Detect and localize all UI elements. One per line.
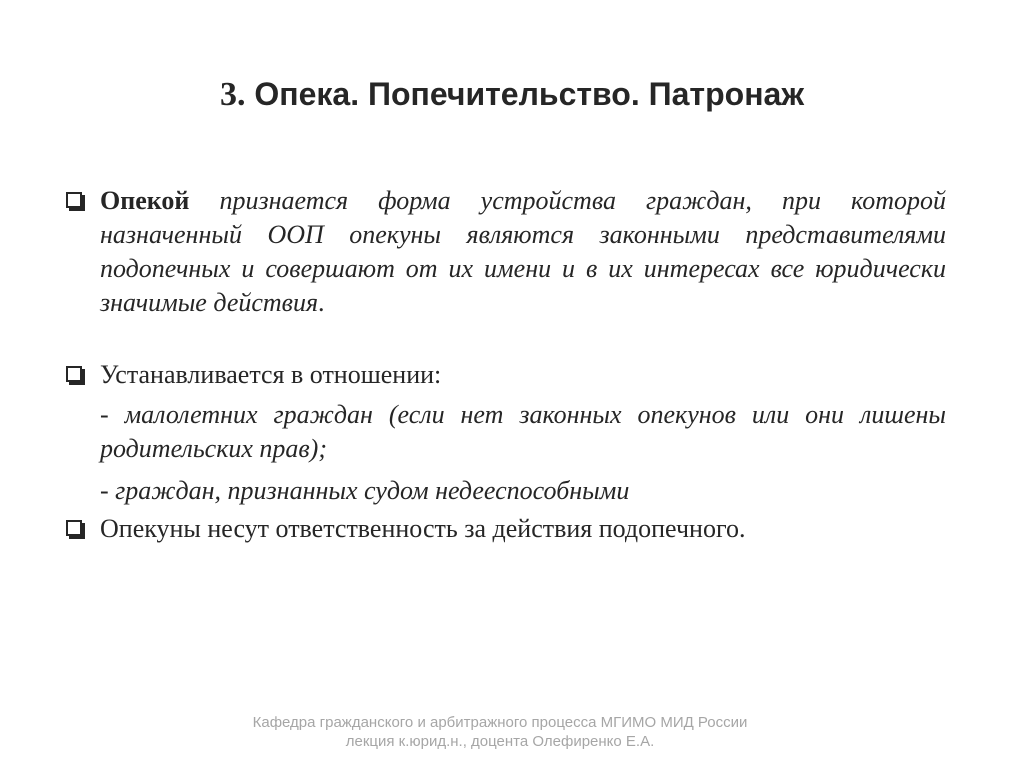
bullet-established-text: Устанавливается в отношении: bbox=[100, 360, 442, 389]
slide-title bbox=[0, 74, 1024, 115]
checkbox-bullet-icon bbox=[66, 366, 82, 382]
slide-footer bbox=[0, 713, 1000, 751]
bullet-responsibility-text: Опекуны несут ответственность за действия подопечного. bbox=[100, 514, 746, 543]
checkbox-bullet-icon bbox=[66, 520, 82, 536]
bullet-definition-text: признается форма устройства граждан, при которой назначенный ООП опекуны являются законными представителями подопечных и совершают от их имени и в их интересах все юридически значимые действия bbox=[100, 186, 946, 317]
sub-item-minors: - малолетних граждан (если нет законных опекунов или они лишены родительских прав); bbox=[100, 400, 946, 463]
bullet-definition-end: . bbox=[318, 288, 325, 317]
footer-line-lecturer: лекция к.юрид.н., доцента Олефиренко Е.А. bbox=[345, 733, 655, 750]
slide-content bbox=[66, 184, 946, 546]
title-number: 3. bbox=[219, 76, 246, 113]
footer-line-department: Кафедра гражданского и арбитражного процесса МГИМО МИД России bbox=[252, 714, 748, 731]
checkbox-bullet-icon bbox=[66, 192, 82, 208]
bullet-term: Опекой bbox=[100, 186, 190, 215]
sub-item-incapacitated: - граждан, признанных судом недееспособными bbox=[100, 476, 630, 505]
bullet-established-for bbox=[66, 358, 946, 392]
bullet-guardian-responsibility bbox=[66, 512, 946, 546]
bullet-guardianship-definition bbox=[66, 184, 946, 320]
title-text: Опека. Попечительство. Патронаж bbox=[254, 76, 804, 112]
